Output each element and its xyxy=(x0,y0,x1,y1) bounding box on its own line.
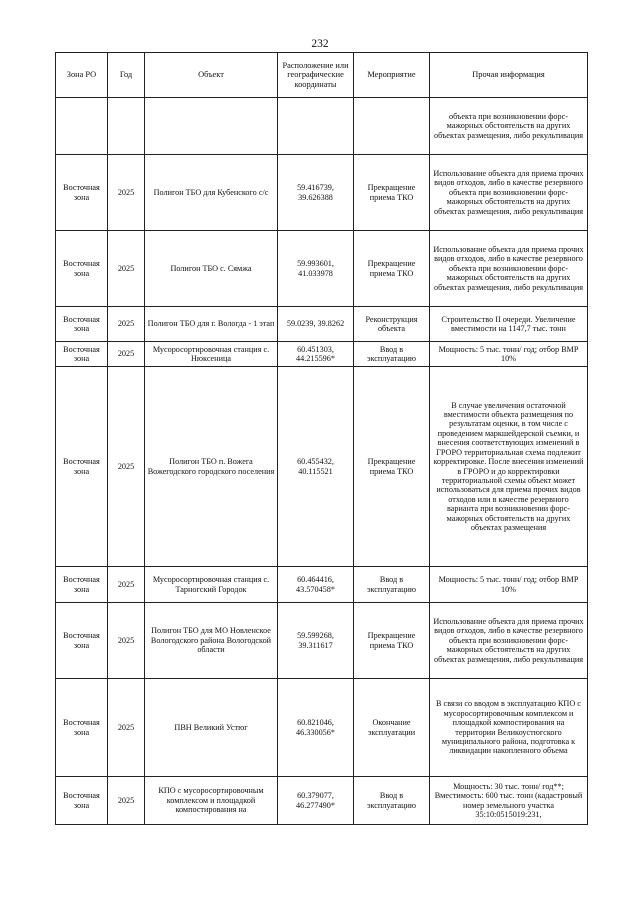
cell-info-text: Использование объекта для приема прочих видов отходов, либо в качестве резервного объекта при возникновении форс-мажорных обстоятельств на других объектах размещения, либо рекультивация xyxy=(433,244,584,292)
cell-info xyxy=(430,777,588,825)
cell-year: 2025 xyxy=(108,777,145,825)
page-number: 232 xyxy=(311,38,329,50)
cell-info xyxy=(430,679,588,777)
cell-year xyxy=(108,98,145,155)
cell-action: Прекращение приема ТКО xyxy=(354,367,430,567)
cell-info-text: Использование объекта для приема прочих видов отходов, либо в качестве резервного объекта при возникновении форс-мажорных обстоятельств на других объектах размещения, либо рекультивация xyxy=(433,616,584,664)
cell-coords: 59.993601, 41.033978 xyxy=(278,231,354,307)
header-object: Объект xyxy=(145,53,278,98)
cell-coords: 60.455432, 40.115521 xyxy=(278,367,354,567)
header-zone: Зона РО xyxy=(56,53,108,98)
cell-info-text: Мощность: 5 тыс. тонн/ год; отбор ВМР 10% xyxy=(438,575,579,594)
header-action: Мероприятие xyxy=(354,53,430,98)
cell-info xyxy=(430,155,588,231)
cell-year: 2025 xyxy=(108,231,145,307)
cell-action: Ввод в эксплуатацию xyxy=(354,777,430,825)
cell-year: 2025 xyxy=(108,367,145,567)
cell-coords: 59.416739, 39.626388 xyxy=(278,155,354,231)
header-info: Прочая информация xyxy=(430,53,588,98)
cell-zone: Восточная зона xyxy=(56,155,108,231)
cell-year: 2025 xyxy=(108,603,145,679)
table-row xyxy=(56,307,588,342)
cell-info-text: Мощность: 30 тыс. тонн/ год**; Вместимость: 600 тыс. тонн (кадастровый номер земельного участка 35:10:0515019:231, xyxy=(434,781,583,819)
cell-zone: Восточная зона xyxy=(56,307,108,342)
cell-action: Окончание эксплуатации xyxy=(354,679,430,777)
cell-year: 2025 xyxy=(108,567,145,603)
table-row xyxy=(56,777,588,825)
cell-action: Прекращение приема ТКО xyxy=(354,155,430,231)
cell-info xyxy=(430,231,588,307)
cell-coords: 59.0239, 39.8262 xyxy=(278,307,354,342)
table-row xyxy=(56,231,588,307)
cell-coords: 60.379077, 46.277490* xyxy=(278,777,354,825)
table-row xyxy=(56,98,588,155)
table-row xyxy=(56,342,588,367)
cell-action: Ввод в эксплуатацию xyxy=(354,342,430,367)
cell-action xyxy=(354,98,430,155)
cell-action: Прекращение приема ТКО xyxy=(354,603,430,679)
table-header-row xyxy=(56,53,588,98)
cell-zone: Восточная зона xyxy=(56,567,108,603)
cell-coords: 60.821046, 46.330056* xyxy=(278,679,354,777)
cell-object xyxy=(145,98,278,155)
cell-object: Полигон ТБО для МО Новленское Вологодского района Вологодской области xyxy=(145,603,278,679)
table-row xyxy=(56,679,588,777)
cell-year: 2025 xyxy=(108,342,145,367)
cell-object: ПВН Великий Устюг xyxy=(145,679,278,777)
cell-object: Полигон ТБО п. Вожега Вожегодского городского поселения xyxy=(145,367,278,567)
cell-object: Полигон ТБО для г. Вологда - 1 этап xyxy=(145,307,278,342)
cell-info-text: Использование объекта для приема прочих видов отходов, либо в качестве резервного объекта при возникновении форс-мажорных обстоятельств на других объектах размещения, либо рекультивация xyxy=(433,168,584,216)
cell-action: Прекращение приема ТКО xyxy=(354,231,430,307)
cell-action: Реконструкция объекта xyxy=(354,307,430,342)
cell-info-text: В связи со вводом в эксплуатацию КПО с мусоросортировочным комплексом и площадкой компостирования на территории Великоустюгского муниципального района, подготовка к ликвидации накопленного объема xyxy=(436,699,581,756)
cell-info xyxy=(430,603,588,679)
cell-zone: Восточная зона xyxy=(56,367,108,567)
cell-zone: Восточная зона xyxy=(56,231,108,307)
cell-zone: Восточная зона xyxy=(56,342,108,367)
header-coords: Расположение или географические координаты xyxy=(278,53,354,98)
cell-info-text: Строительство II очереди. Увеличение вместимости на 1147,7 тыс. тонн xyxy=(441,314,576,333)
cell-info-text: объекта при возникновении форс-мажорных обстоятельств на других объектах размещения, либо рекультивация xyxy=(434,111,583,140)
table-row xyxy=(56,567,588,603)
cell-info xyxy=(430,567,588,603)
cell-action: Ввод в эксплуатацию xyxy=(354,567,430,603)
cell-year: 2025 xyxy=(108,155,145,231)
cell-info xyxy=(430,98,588,155)
cell-info-text: Мощность: 5 тыс. тонн/ год; отбор ВМР 10% xyxy=(438,344,579,363)
cell-object: Мусоросортировочная станция с. Нюксеница xyxy=(145,342,278,367)
cell-object: Полигон ТБО с. Сямжа xyxy=(145,231,278,307)
cell-object: Полигон ТБО для Кубенского с/с xyxy=(145,155,278,231)
cell-year: 2025 xyxy=(108,679,145,777)
table-row xyxy=(56,155,588,231)
cell-object: КПО с мусоросортировочным комплексом и площадкой компостирования на xyxy=(145,777,278,825)
cell-zone: Восточная зона xyxy=(56,679,108,777)
cell-coords: 60.451303, 44.215596* xyxy=(278,342,354,367)
waste-objects-table xyxy=(55,52,588,825)
cell-zone: Восточная зона xyxy=(56,603,108,679)
cell-coords xyxy=(278,98,354,155)
table-row xyxy=(56,367,588,567)
cell-coords: 59.599268, 39.311617 xyxy=(278,603,354,679)
cell-coords: 60.464416, 43.570458* xyxy=(278,567,354,603)
cell-object: Мусоросортировочная станция с. Тарногский Городок xyxy=(145,567,278,603)
header-year: Год xyxy=(108,53,145,98)
cell-zone xyxy=(56,98,108,155)
table-row xyxy=(56,603,588,679)
cell-zone: Восточная зона xyxy=(56,777,108,825)
cell-info xyxy=(430,342,588,367)
cell-year: 2025 xyxy=(108,307,145,342)
cell-info xyxy=(430,367,588,567)
cell-info xyxy=(430,307,588,342)
cell-info-text: В случае увеличения остаточной вместимости объекта размещения по результатам оценки, в том числе с проведением маркшейдерской съемки, и внесения соответствующих изменений в ГРОРО территориальная схема подлежит корректировке. После внесения изменений в ГРОРО и до корректировки территориальной схемы объект может использоваться для приема прочих видов отходов или в качестве резервного варианта при возникновении форс-мажорных обстоятельств на других объектах размещения xyxy=(433,400,584,532)
